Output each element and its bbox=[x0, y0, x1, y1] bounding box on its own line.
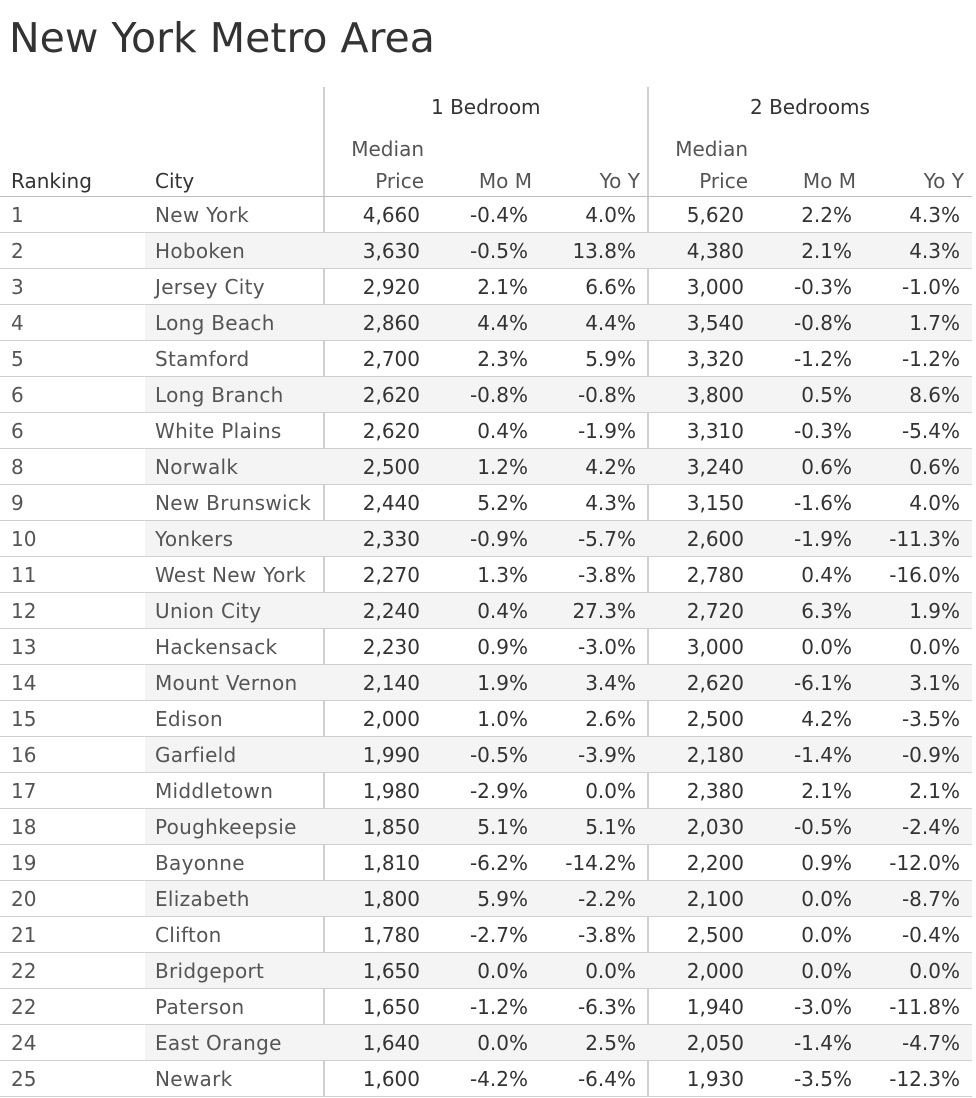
cell-b1-median-price: 1,990 bbox=[362, 743, 420, 767]
cell-ranking: 22 bbox=[11, 995, 37, 1019]
cell-ranking: 1 bbox=[11, 203, 24, 227]
cell-b2-median-price: 2,780 bbox=[686, 563, 744, 587]
group-header-2-bedrooms: 2 Bedrooms bbox=[750, 95, 870, 119]
cell-b1-yoy: -3.8% bbox=[577, 563, 636, 587]
cell-city: Stamford bbox=[155, 347, 250, 371]
table-row bbox=[0, 953, 972, 989]
cell-b2-median-price: 3,150 bbox=[686, 491, 744, 515]
column-header-ranking: Ranking bbox=[11, 169, 92, 193]
cell-b1-mom: -4.2% bbox=[469, 1067, 528, 1091]
column-header-b1-mom: Mo M bbox=[478, 169, 532, 193]
cell-b1-median-price: 1,800 bbox=[362, 887, 420, 911]
cell-b1-median-price: 2,620 bbox=[362, 383, 420, 407]
cell-ranking: 8 bbox=[11, 455, 24, 479]
cell-b2-yoy: 4.0% bbox=[909, 491, 960, 515]
cell-ranking: 18 bbox=[11, 815, 37, 839]
table-row bbox=[0, 341, 972, 377]
cell-b2-yoy: -0.4% bbox=[901, 923, 960, 947]
cell-ranking: 22 bbox=[11, 959, 37, 983]
column-header-city: City bbox=[155, 169, 195, 193]
cell-b2-median-price: 3,320 bbox=[686, 347, 744, 371]
cell-city: Hackensack bbox=[155, 635, 278, 659]
cell-b2-mom: -1.9% bbox=[793, 527, 852, 551]
cell-b2-median-price: 2,620 bbox=[686, 671, 744, 695]
cell-b2-yoy: -0.9% bbox=[901, 743, 960, 767]
cell-b2-median-price: 2,380 bbox=[686, 779, 744, 803]
cell-city: Hoboken bbox=[155, 239, 246, 263]
cell-b2-mom: -0.8% bbox=[793, 311, 852, 335]
cell-b2-mom: 0.0% bbox=[801, 923, 852, 947]
cell-b2-yoy: -12.3% bbox=[889, 1067, 960, 1091]
cell-b2-median-price: 2,000 bbox=[686, 959, 744, 983]
cell-ranking: 5 bbox=[11, 347, 24, 371]
cell-b2-mom: 2.2% bbox=[801, 203, 852, 227]
cell-b1-yoy: -2.2% bbox=[577, 887, 636, 911]
cell-b1-median-price: 1,650 bbox=[362, 959, 420, 983]
cell-b2-median-price: 2,500 bbox=[686, 707, 744, 731]
cell-city: Paterson bbox=[155, 995, 245, 1019]
cell-b2-mom: -3.0% bbox=[793, 995, 852, 1019]
cell-b2-median-price: 3,540 bbox=[686, 311, 744, 335]
cell-ranking: 6 bbox=[11, 419, 24, 443]
cell-b2-median-price: 2,100 bbox=[686, 887, 744, 911]
cell-b2-yoy: -3.5% bbox=[901, 707, 960, 731]
cell-b1-median-price: 1,640 bbox=[362, 1031, 420, 1055]
cell-b1-median-price: 2,240 bbox=[362, 599, 420, 623]
cell-b2-mom: 0.9% bbox=[801, 851, 852, 875]
cell-ranking: 15 bbox=[11, 707, 37, 731]
table-row bbox=[0, 701, 972, 737]
cell-b1-median-price: 3,630 bbox=[362, 239, 420, 263]
cell-b2-yoy: 3.1% bbox=[909, 671, 960, 695]
cell-ranking: 21 bbox=[11, 923, 37, 947]
cell-b1-mom: 0.4% bbox=[477, 419, 528, 443]
cell-b1-mom: 2.1% bbox=[477, 275, 528, 299]
cell-b1-mom: 5.9% bbox=[477, 887, 528, 911]
cell-b1-median-price: 1,600 bbox=[362, 1067, 420, 1091]
cell-ranking: 20 bbox=[11, 887, 37, 911]
cell-b2-median-price: 2,720 bbox=[686, 599, 744, 623]
table-row bbox=[0, 845, 972, 881]
cell-b1-yoy: 4.3% bbox=[585, 491, 636, 515]
cell-b2-yoy: 4.3% bbox=[909, 239, 960, 263]
cell-b2-mom: 2.1% bbox=[801, 239, 852, 263]
table-row bbox=[0, 485, 972, 521]
cell-city: New Brunswick bbox=[155, 491, 312, 515]
cell-ranking: 12 bbox=[11, 599, 37, 623]
cell-b2-yoy: -2.4% bbox=[901, 815, 960, 839]
cell-b1-mom: -6.2% bbox=[469, 851, 528, 875]
cell-b2-mom: -3.5% bbox=[793, 1067, 852, 1091]
cell-ranking: 24 bbox=[11, 1031, 37, 1055]
cell-ranking: 10 bbox=[11, 527, 37, 551]
cell-b1-yoy: -3.8% bbox=[577, 923, 636, 947]
cell-b1-yoy: 4.0% bbox=[585, 203, 636, 227]
table-row bbox=[0, 917, 972, 953]
cell-b2-mom: -1.4% bbox=[793, 1031, 852, 1055]
cell-b1-mom: 4.4% bbox=[477, 311, 528, 335]
cell-b1-median-price: 2,140 bbox=[362, 671, 420, 695]
cell-b1-median-price: 1,850 bbox=[362, 815, 420, 839]
cell-b1-mom: 1.3% bbox=[477, 563, 528, 587]
cell-b2-mom: -0.3% bbox=[793, 419, 852, 443]
cell-ranking: 25 bbox=[11, 1067, 37, 1091]
cell-b2-yoy: -1.0% bbox=[901, 275, 960, 299]
table-row bbox=[0, 269, 972, 305]
cell-b1-median-price: 2,620 bbox=[362, 419, 420, 443]
cell-b1-yoy: -14.2% bbox=[565, 851, 636, 875]
table-row bbox=[0, 449, 972, 485]
cell-b1-mom: -0.9% bbox=[469, 527, 528, 551]
cell-b2-mom: 4.2% bbox=[801, 707, 852, 731]
cell-b1-median-price: 2,230 bbox=[362, 635, 420, 659]
table-row bbox=[0, 197, 972, 233]
cell-b1-yoy: 0.0% bbox=[585, 959, 636, 983]
column-header-b2-median-line2: Price bbox=[699, 169, 748, 193]
cell-b2-yoy: 8.6% bbox=[909, 383, 960, 407]
cell-b1-mom: 0.0% bbox=[477, 959, 528, 983]
cell-city: Bridgeport bbox=[155, 959, 265, 983]
table-row bbox=[0, 521, 972, 557]
cell-b1-mom: 1.2% bbox=[477, 455, 528, 479]
cell-b2-median-price: 5,620 bbox=[686, 203, 744, 227]
cell-b1-mom: 0.4% bbox=[477, 599, 528, 623]
cell-b2-mom: 0.0% bbox=[801, 887, 852, 911]
cell-b1-median-price: 2,500 bbox=[362, 455, 420, 479]
row-divider bbox=[0, 1096, 972, 1097]
cell-b1-yoy: -1.9% bbox=[577, 419, 636, 443]
cell-b2-mom: 0.0% bbox=[801, 635, 852, 659]
cell-b1-median-price: 1,780 bbox=[362, 923, 420, 947]
cell-b1-yoy: -3.0% bbox=[577, 635, 636, 659]
column-header-b2-mom: Mo M bbox=[802, 169, 856, 193]
cell-b2-mom: 2.1% bbox=[801, 779, 852, 803]
table-row bbox=[0, 1025, 972, 1061]
cell-city: Union City bbox=[155, 599, 262, 623]
table-row bbox=[0, 737, 972, 773]
table-row bbox=[0, 989, 972, 1025]
cell-city: Bayonne bbox=[155, 851, 245, 875]
cell-city: Clifton bbox=[155, 923, 222, 947]
cell-ranking: 19 bbox=[11, 851, 37, 875]
cell-b1-median-price: 1,810 bbox=[362, 851, 420, 875]
cell-b1-yoy: 4.2% bbox=[585, 455, 636, 479]
cell-ranking: 11 bbox=[11, 563, 37, 587]
cell-city: Poughkeepsie bbox=[155, 815, 297, 839]
cell-ranking: 6 bbox=[11, 383, 24, 407]
cell-b1-mom: 0.9% bbox=[477, 635, 528, 659]
column-header-b1-median-line2: Price bbox=[375, 169, 424, 193]
table-row bbox=[0, 593, 972, 629]
cell-b2-mom: 0.4% bbox=[801, 563, 852, 587]
cell-b2-median-price: 3,000 bbox=[686, 635, 744, 659]
cell-b1-median-price: 1,650 bbox=[362, 995, 420, 1019]
cell-b1-yoy: 5.9% bbox=[585, 347, 636, 371]
table-row bbox=[0, 233, 972, 269]
cell-b2-yoy: -11.8% bbox=[889, 995, 960, 1019]
cell-b2-yoy: -8.7% bbox=[901, 887, 960, 911]
table-row bbox=[0, 881, 972, 917]
cell-b1-median-price: 1,980 bbox=[362, 779, 420, 803]
cell-city: East Orange bbox=[155, 1031, 282, 1055]
cell-b1-mom: 2.3% bbox=[477, 347, 528, 371]
column-header-b1-yoy: Yo Y bbox=[599, 169, 640, 193]
table-row bbox=[0, 665, 972, 701]
table-row bbox=[0, 1061, 972, 1097]
cell-b2-median-price: 2,050 bbox=[686, 1031, 744, 1055]
cell-b1-median-price: 2,270 bbox=[362, 563, 420, 587]
cell-ranking: 17 bbox=[11, 779, 37, 803]
cell-city: West New York bbox=[155, 563, 307, 587]
column-header-b2-median-line1: Median bbox=[675, 137, 748, 161]
cell-b2-mom: -0.5% bbox=[793, 815, 852, 839]
cell-b1-yoy: 3.4% bbox=[585, 671, 636, 695]
cell-b1-mom: 1.0% bbox=[477, 707, 528, 731]
cell-b1-yoy: 5.1% bbox=[585, 815, 636, 839]
cell-b2-yoy: -11.3% bbox=[889, 527, 960, 551]
cell-b1-mom: 1.9% bbox=[477, 671, 528, 695]
cell-b2-mom: -1.4% bbox=[793, 743, 852, 767]
cell-b1-yoy: 2.5% bbox=[585, 1031, 636, 1055]
page-title: New York Metro Area bbox=[9, 14, 435, 62]
cell-b1-mom: 0.0% bbox=[477, 1031, 528, 1055]
cell-b1-mom: -1.2% bbox=[469, 995, 528, 1019]
cell-b2-median-price: 3,240 bbox=[686, 455, 744, 479]
cell-b1-mom: -0.5% bbox=[469, 239, 528, 263]
table-row bbox=[0, 629, 972, 665]
cell-b2-median-price: 3,310 bbox=[686, 419, 744, 443]
cell-ranking: 4 bbox=[11, 311, 24, 335]
cell-b1-yoy: 4.4% bbox=[585, 311, 636, 335]
cell-b2-yoy: -12.0% bbox=[889, 851, 960, 875]
cell-city: White Plains bbox=[155, 419, 282, 443]
table-row bbox=[0, 557, 972, 593]
cell-ranking: 9 bbox=[11, 491, 24, 515]
cell-city: Newark bbox=[155, 1067, 233, 1091]
cell-ranking: 3 bbox=[11, 275, 24, 299]
cell-b1-median-price: 2,440 bbox=[362, 491, 420, 515]
cell-b2-yoy: -5.4% bbox=[901, 419, 960, 443]
cell-b1-yoy: 2.6% bbox=[585, 707, 636, 731]
table-row bbox=[0, 809, 972, 845]
cell-b1-yoy: -0.8% bbox=[577, 383, 636, 407]
cell-b2-median-price: 2,200 bbox=[686, 851, 744, 875]
cell-b1-median-price: 4,660 bbox=[362, 203, 420, 227]
cell-b2-yoy: -1.2% bbox=[901, 347, 960, 371]
cell-b1-median-price: 2,000 bbox=[362, 707, 420, 731]
cell-b2-median-price: 2,180 bbox=[686, 743, 744, 767]
cell-b1-mom: -0.5% bbox=[469, 743, 528, 767]
cell-b1-median-price: 2,860 bbox=[362, 311, 420, 335]
cell-b2-median-price: 3,000 bbox=[686, 275, 744, 299]
cell-b2-mom: 0.0% bbox=[801, 959, 852, 983]
cell-city: Long Branch bbox=[155, 383, 284, 407]
cell-city: Long Beach bbox=[155, 311, 275, 335]
cell-b1-yoy: 27.3% bbox=[572, 599, 636, 623]
cell-b1-median-price: 2,700 bbox=[362, 347, 420, 371]
cell-b2-mom: 6.3% bbox=[801, 599, 852, 623]
cell-city: Elizabeth bbox=[155, 887, 250, 911]
cell-city: Edison bbox=[155, 707, 224, 731]
cell-b2-yoy: -4.7% bbox=[901, 1031, 960, 1055]
cell-city: Norwalk bbox=[155, 455, 239, 479]
cell-b2-median-price: 2,030 bbox=[686, 815, 744, 839]
cell-b2-median-price: 1,930 bbox=[686, 1067, 744, 1091]
cell-city: Yonkers bbox=[155, 527, 234, 551]
cell-b1-mom: -2.7% bbox=[469, 923, 528, 947]
cell-b2-yoy: 0.0% bbox=[909, 635, 960, 659]
cell-ranking: 13 bbox=[11, 635, 37, 659]
cell-b2-mom: 0.6% bbox=[801, 455, 852, 479]
cell-b1-median-price: 2,330 bbox=[362, 527, 420, 551]
cell-b1-yoy: -3.9% bbox=[577, 743, 636, 767]
cell-city: New York bbox=[155, 203, 249, 227]
cell-b1-yoy: 6.6% bbox=[585, 275, 636, 299]
cell-b1-mom: 5.2% bbox=[477, 491, 528, 515]
cell-b1-yoy: -6.4% bbox=[577, 1067, 636, 1091]
cell-b2-yoy: 4.3% bbox=[909, 203, 960, 227]
cell-b2-median-price: 2,500 bbox=[686, 923, 744, 947]
column-header-b2-yoy: Yo Y bbox=[923, 169, 964, 193]
cell-b1-yoy: -5.7% bbox=[577, 527, 636, 551]
cell-b1-mom: -2.9% bbox=[469, 779, 528, 803]
cell-ranking: 16 bbox=[11, 743, 37, 767]
cell-b2-yoy: 1.9% bbox=[909, 599, 960, 623]
table-row bbox=[0, 413, 972, 449]
cell-b2-mom: -0.3% bbox=[793, 275, 852, 299]
table-row bbox=[0, 305, 972, 341]
cell-b2-median-price: 3,800 bbox=[686, 383, 744, 407]
cell-b1-yoy: 0.0% bbox=[585, 779, 636, 803]
group-header-1-bedroom: 1 Bedroom bbox=[431, 95, 541, 119]
cell-b2-mom: -1.2% bbox=[793, 347, 852, 371]
cell-b1-median-price: 2,920 bbox=[362, 275, 420, 299]
cell-b2-mom: 0.5% bbox=[801, 383, 852, 407]
cell-city: Garfield bbox=[155, 743, 237, 767]
cell-b2-mom: -6.1% bbox=[793, 671, 852, 695]
cell-b1-mom: -0.8% bbox=[469, 383, 528, 407]
cell-city: Middletown bbox=[155, 779, 274, 803]
cell-ranking: 2 bbox=[11, 239, 24, 263]
cell-b2-yoy: 2.1% bbox=[909, 779, 960, 803]
cell-city: Jersey City bbox=[155, 275, 265, 299]
cell-b2-yoy: 0.0% bbox=[909, 959, 960, 983]
cell-b1-yoy: 13.8% bbox=[572, 239, 636, 263]
table-row bbox=[0, 377, 972, 413]
cell-b2-median-price: 4,380 bbox=[686, 239, 744, 263]
cell-city: Mount Vernon bbox=[155, 671, 298, 695]
cell-b2-yoy: 1.7% bbox=[909, 311, 960, 335]
cell-b2-yoy: 0.6% bbox=[909, 455, 960, 479]
table-row bbox=[0, 773, 972, 809]
cell-b1-mom: -0.4% bbox=[469, 203, 528, 227]
cell-b1-yoy: -6.3% bbox=[577, 995, 636, 1019]
cell-b2-median-price: 1,940 bbox=[686, 995, 744, 1019]
cell-b2-mom: -1.6% bbox=[793, 491, 852, 515]
cell-ranking: 14 bbox=[11, 671, 37, 695]
column-header-b1-median-line1: Median bbox=[351, 137, 424, 161]
cell-b2-yoy: -16.0% bbox=[889, 563, 960, 587]
cell-b1-mom: 5.1% bbox=[477, 815, 528, 839]
cell-b2-median-price: 2,600 bbox=[686, 527, 744, 551]
